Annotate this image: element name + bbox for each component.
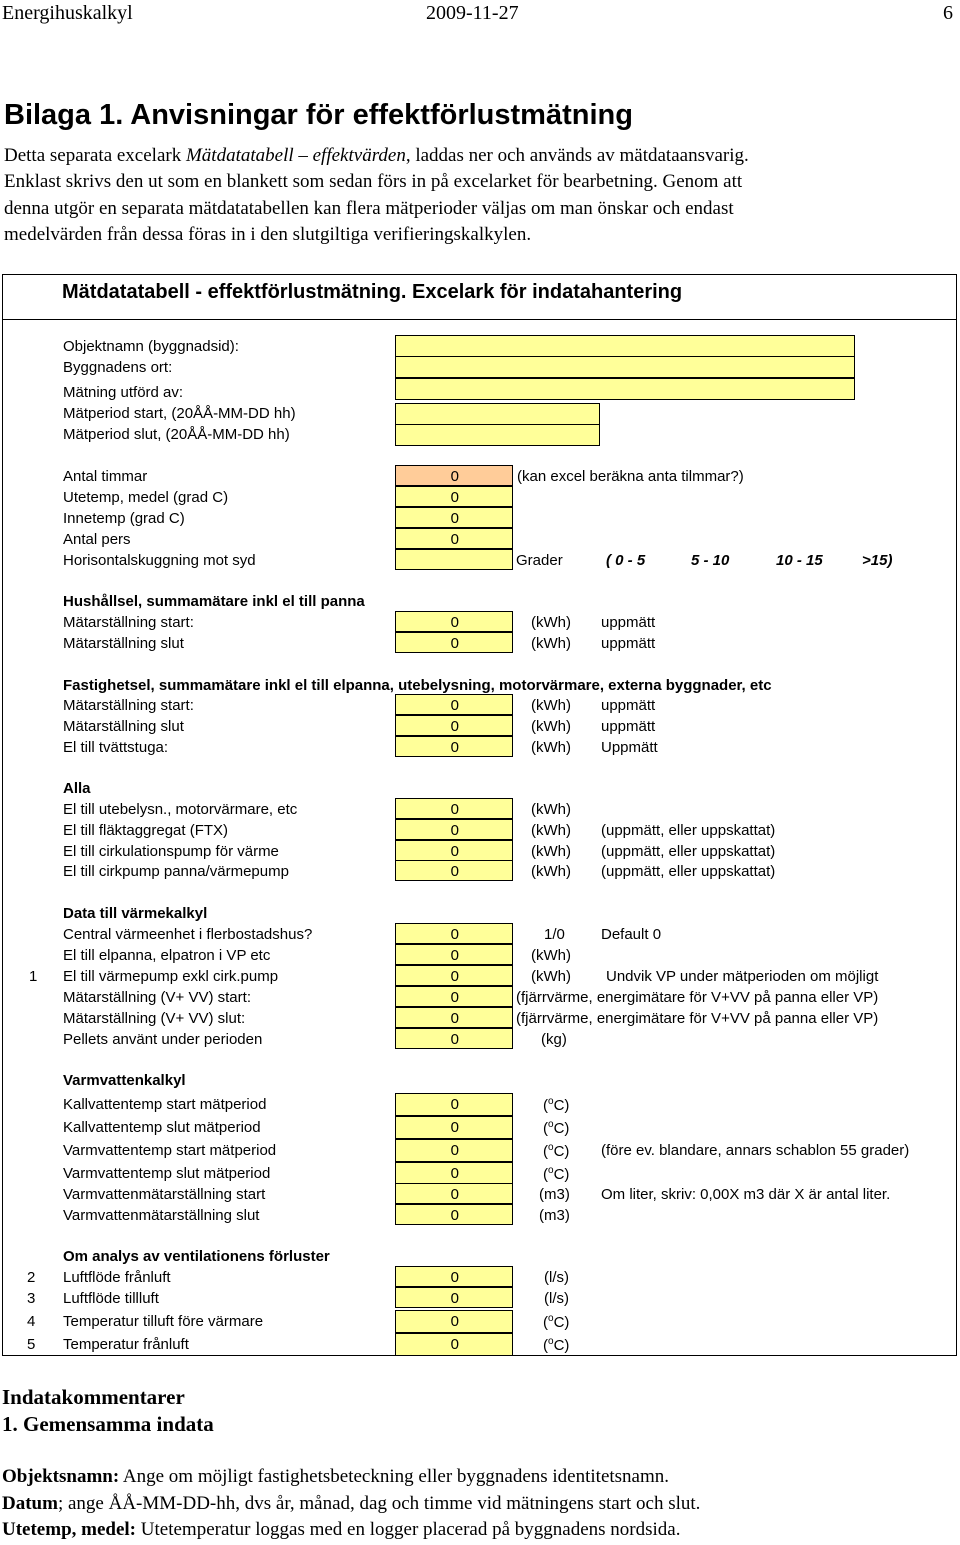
row-value: 0	[450, 1336, 459, 1353]
unit-text: (	[543, 1314, 548, 1331]
row-label: Mätarställning start:	[63, 697, 194, 714]
unit-text: C)	[553, 1097, 570, 1114]
row-label: Temperatur tilluft före värmare	[63, 1313, 264, 1330]
unit-text: o	[548, 1336, 554, 1347]
degree-unit	[543, 1165, 569, 1183]
label-horisontalskuggning: Horisontalskuggning mot syd	[63, 552, 256, 569]
row-value: 0	[450, 1119, 459, 1136]
row-unit: (kWh)	[531, 697, 571, 714]
intro-line-3: denna utgör en separata mätdatatabellen kan flera mätperioder väljas om man önskar och endast	[4, 198, 734, 219]
section-heading-varmvatten: Varmvattenkalkyl	[63, 1072, 186, 1089]
unit-text: (	[543, 1120, 548, 1137]
row-note: (uppmätt, eller uppskattat)	[601, 843, 776, 860]
row-note: uppmätt	[601, 614, 656, 631]
row-value: 0	[450, 614, 459, 631]
antal-timmar-value: 0	[450, 468, 459, 485]
row-label: El till tvättstuga:	[63, 739, 169, 756]
comment-text: Utetemperatur loggas med en logger placerad på byggnadens nordsida.	[136, 1519, 681, 1540]
row-value: 0	[450, 1096, 459, 1113]
row-label: Varmvattenmätarställning slut	[63, 1207, 260, 1224]
row-label: Varmvattenmätarställning start	[63, 1186, 266, 1203]
row-note: (uppmätt, eller uppskattat)	[601, 822, 776, 839]
row-value: 0	[450, 989, 459, 1006]
header-date: 2009-11-27	[426, 2, 519, 24]
row-label: Temperatur frånluft	[63, 1336, 189, 1353]
section-heading-fastighetsel: Fastighetsel, summamätare inkl el till elpanna, utebelysning, motorvärmare, externa byggnader, etc	[63, 677, 772, 694]
measured-by-input[interactable]	[395, 378, 855, 400]
field-label-measured-by: Mätning utförd av:	[63, 384, 184, 401]
field-label-object-name: Objektnamn (byggnadsid):	[63, 338, 239, 355]
degree-unit	[543, 1313, 569, 1331]
row-unit: (kWh)	[531, 801, 571, 818]
intro-line-4: medelvärden från dessa föras in i den slutgiltiga verifieringskalkylen.	[4, 224, 532, 245]
field-label-period-start: Mätperiod start, (20ÅÅ-MM-DD hh)	[63, 405, 296, 422]
sheet-title: Mätdatatabell - effektförlustmätning. Excelark för indatahantering	[62, 281, 683, 303]
row-label: Mätarställning slut	[63, 718, 184, 735]
comments-heading: Indatakommentarer	[2, 1385, 185, 1409]
comment-term: Datum	[2, 1493, 58, 1514]
row-unit: (kWh)	[531, 614, 571, 631]
label-antal-timmar: Antal timmar	[63, 468, 148, 485]
degree-unit	[543, 1096, 569, 1114]
row-label: Kallvattentemp slut mätperiod	[63, 1119, 261, 1136]
section-heading-alla: Alla	[63, 780, 91, 797]
row-label: Pellets använt under perioden	[63, 1031, 263, 1048]
unit-text: (	[543, 1097, 548, 1114]
row-unit: (kWh)	[531, 843, 571, 860]
degree-unit	[543, 1119, 569, 1137]
row-note: uppmätt	[601, 635, 656, 652]
row-label: El till cirkulationspump för värme	[63, 843, 279, 860]
field-label-period-end: Mätperiod slut, (20ÅÅ-MM-DD hh)	[63, 426, 290, 443]
comment-text: ; ange ÅÅ-MM-DD-hh, dvs år, månad, dag och timme vid mätningens start och slut.	[57, 1493, 701, 1514]
row-label: Luftflöde frånluft	[63, 1269, 171, 1286]
unit-text: (	[543, 1337, 548, 1354]
row-label: El till utebelysn., motorvärmare, etc	[63, 801, 298, 818]
unit-text: C)	[553, 1337, 570, 1354]
row-value: 0	[450, 947, 459, 964]
grader-label: Grader	[516, 552, 563, 569]
comment-term: Utetemp, medel:	[2, 1519, 137, 1540]
row-label: Mätarställning start:	[63, 614, 194, 631]
unit-text: o	[548, 1165, 554, 1176]
antal-pers-value: 0	[450, 531, 459, 548]
row-note: (uppmätt, eller uppskattat)	[601, 863, 776, 880]
section-heading-hushallsel: Hushållsel, summamätare inkl el till panna	[63, 593, 365, 610]
comment-datum	[2, 1493, 700, 1515]
row-value: 0	[450, 1269, 459, 1286]
row-unit: (m3)	[539, 1186, 570, 1203]
row-note: Undvik VP under mätperioden om möjligt	[606, 968, 879, 985]
row-unit: (kWh)	[531, 635, 571, 652]
row-label: Central värmeenhet i flerbostadshus?	[63, 926, 313, 943]
row-unit: (kWh)	[531, 718, 571, 735]
row-value: 0	[450, 1010, 459, 1027]
row-value: 0	[450, 1186, 459, 1203]
header-app-name: Energihuskalkyl	[2, 2, 133, 24]
row-note: Om liter, skriv: 0,00X m3 där X är antal liter.	[601, 1186, 891, 1203]
row-label: Mätarställning slut	[63, 635, 184, 652]
intro-text: , laddas ner och används av mätdataansvarig.	[405, 145, 749, 166]
row-unit: (kWh)	[531, 947, 571, 964]
row-unit: (kg)	[541, 1031, 567, 1048]
row-unit: (l/s)	[544, 1290, 569, 1307]
row-note: (fjärrvärme, energimätare för V+VV på panna eller VP)	[516, 1010, 879, 1027]
row-number: 3	[27, 1290, 36, 1307]
row-unit: (kWh)	[531, 739, 571, 756]
unit-text: C)	[553, 1166, 570, 1183]
row-unit: 1/0	[544, 926, 565, 943]
unit-text: o	[548, 1313, 554, 1324]
section-heading-ventilation: Om analys av ventilationens förluster	[63, 1248, 330, 1265]
intro-text: Detta separata excelark	[4, 145, 186, 166]
row-value: 0	[450, 926, 459, 943]
city-input[interactable]	[395, 356, 855, 378]
label-antal-pers: Antal pers	[63, 531, 131, 548]
unit-text: C)	[553, 1120, 570, 1137]
row-value: 0	[450, 1031, 459, 1048]
row-unit: (kWh)	[531, 863, 571, 880]
comment-text: Ange om möjligt fastighetsbeteckning eller byggnadens identitetsnamn.	[119, 1466, 670, 1487]
row-value: 0	[450, 635, 459, 652]
unit-text: (	[543, 1143, 548, 1160]
row-value: 0	[450, 1290, 459, 1307]
row-value: 0	[450, 968, 459, 985]
row-unit: (l/s)	[544, 1269, 569, 1286]
row-label: El till cirkpump panna/värmepump	[63, 863, 289, 880]
row-label: Mätarställning (V+ VV) slut:	[63, 1010, 246, 1027]
row-label: Varmvattentemp start mätperiod	[63, 1142, 277, 1159]
period-end-input[interactable]	[395, 424, 600, 446]
row-value: 0	[450, 697, 459, 714]
row-value: 0	[450, 718, 459, 735]
row-value: 0	[450, 801, 459, 818]
row-label: Varmvattentemp slut mätperiod	[63, 1165, 271, 1182]
row-note: uppmätt	[601, 697, 656, 714]
row-value: 0	[450, 822, 459, 839]
label-innetemp: Innetemp (grad C)	[63, 510, 185, 527]
row-number: 1	[29, 968, 38, 985]
innetemp-value: 0	[450, 510, 459, 527]
comments-subheading: 1. Gemensamma indata	[2, 1412, 214, 1436]
row-value: 0	[450, 739, 459, 756]
intro-sheet-name: Mätdatatabell – effektvärden	[185, 145, 406, 166]
unit-text: o	[548, 1142, 554, 1153]
row-label: El till elpanna, elpatron i VP etc	[63, 947, 271, 964]
unit-text: o	[548, 1119, 554, 1130]
row-note: uppmätt	[601, 718, 656, 735]
sheet-title-divider	[2, 319, 957, 320]
unit-text: C)	[553, 1314, 570, 1331]
comment-utetemp	[2, 1519, 681, 1541]
row-number: 4	[27, 1313, 36, 1330]
label-utetemp: Utetemp, medel (grad C)	[63, 489, 229, 506]
row-label: Mätarställning (V+ VV) start:	[63, 989, 251, 1006]
row-value: 0	[450, 1313, 459, 1330]
field-label-city: Byggnadens ort:	[63, 359, 173, 376]
row-value: 0	[450, 1165, 459, 1182]
row-unit: (m3)	[539, 1207, 570, 1224]
intro-line-1	[4, 143, 749, 169]
row-unit: (kWh)	[531, 968, 571, 985]
row-note: Default 0	[601, 926, 662, 943]
row-label: Luftflöde tillluft	[63, 1290, 159, 1307]
row-unit: (kWh)	[531, 822, 571, 839]
degree-unit	[543, 1142, 569, 1160]
row-value: 0	[450, 1142, 459, 1159]
row-label: El till fläktaggregat (FTX)	[63, 822, 229, 839]
period-start-input[interactable]	[395, 403, 600, 425]
row-label: El till värmepump exkl cirk.pump	[63, 968, 279, 985]
comment-objektsnamn	[2, 1466, 669, 1488]
unit-text: o	[548, 1096, 554, 1107]
horisontalskuggning-input[interactable]	[395, 549, 513, 570]
section-heading-varmekalkyl: Data till värmekalkyl	[63, 905, 208, 922]
row-number: 5	[27, 1336, 36, 1353]
row-value: 0	[450, 1207, 459, 1224]
grader-range-3: 10 - 15	[776, 552, 823, 569]
row-value: 0	[450, 843, 459, 860]
object-name-input[interactable]	[395, 335, 855, 357]
grader-range-2: 5 - 10	[691, 552, 730, 569]
row-value: 0	[450, 863, 459, 880]
row-number: 2	[27, 1269, 36, 1286]
header-page-number: 6	[943, 2, 953, 24]
grader-range-4: >15)	[862, 552, 893, 569]
degree-unit	[543, 1336, 569, 1354]
grader-range-1: ( 0 - 5	[606, 552, 646, 569]
unit-text: C)	[553, 1143, 570, 1160]
row-note: (före ev. blandare, annars schablon 55 grader)	[601, 1142, 910, 1159]
page-title: Bilaga 1. Anvisningar för effektförlustmätning	[4, 99, 633, 131]
row-note: Uppmätt	[601, 739, 658, 756]
row-label: Kallvattentemp start mätperiod	[63, 1096, 267, 1113]
utetemp-value: 0	[450, 489, 459, 506]
comment-term: Objektsnamn:	[2, 1466, 120, 1487]
unit-text: (	[543, 1166, 548, 1183]
row-note: (fjärrvärme, energimätare för V+VV på panna eller VP)	[516, 989, 879, 1006]
intro-line-2: Enklast skrivs den ut som en blankett som sedan förs in på excelarket för bearbetning. Genom att	[4, 171, 743, 192]
antal-timmar-note: (kan excel beräkna anta tilmmar?)	[517, 468, 744, 485]
